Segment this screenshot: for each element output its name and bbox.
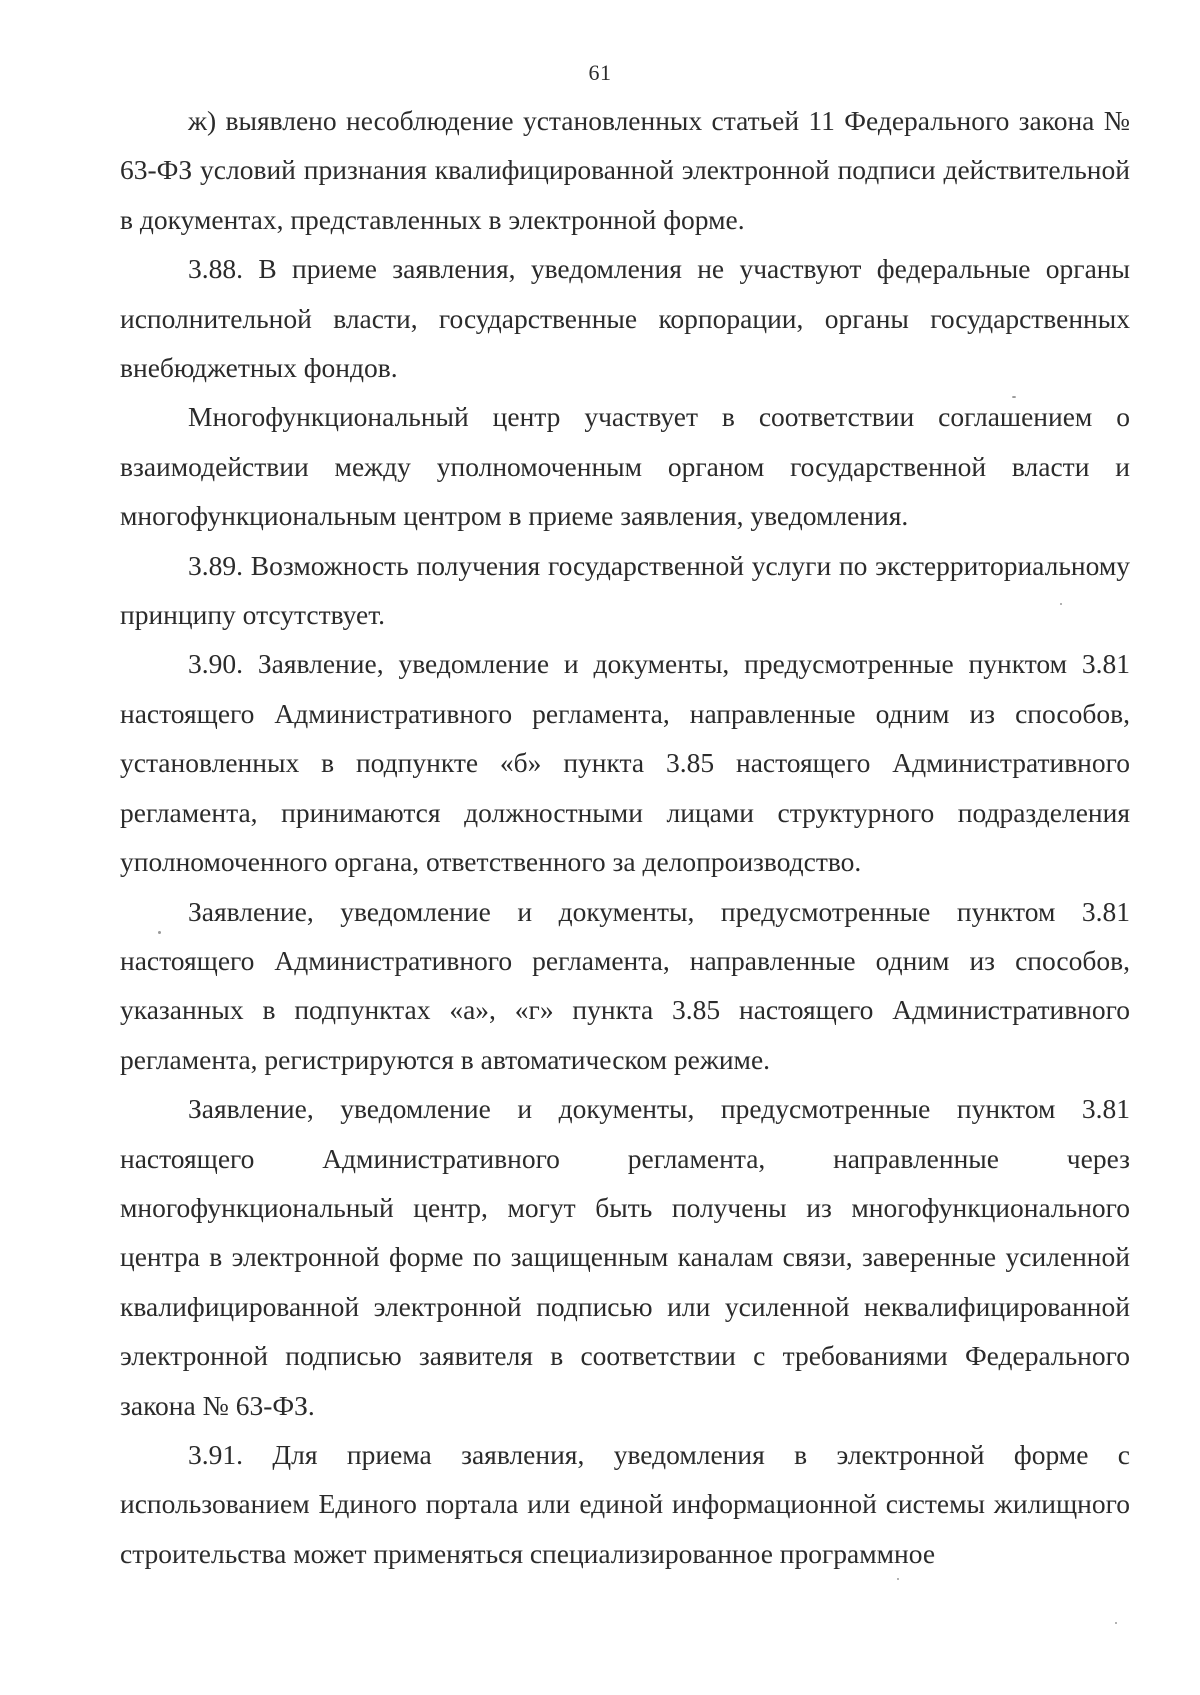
paragraph-mfc-electronic: Заявление, уведомление и документы, предусмотренные пунктом 3.81 настоящего Административного регламента, направленные через многофункциональный центр, могут быть получены из многофункционального центра в электронной форме по защищенным каналам связи, заверенные усиленной квалифицированной электронной подписью или усиленной неквалифицированной электронной подписью заявителя в соответствии с требованиями Федерального закона № 63-ФЗ. [120,1093,1130,1421]
paragraph-mfc-participation: Многофункциональный центр участвует в соответствии соглашением о взаимодействии между уполномоченным органом государственной власти и многофункциональным центром в приеме заявления, уведомления. [120,401,1130,532]
scan-speck [897,1578,899,1580]
document-body [120,96,1130,1578]
paragraph-3-90: 3.90. Заявление, уведомление и документы, предусмотренные пунктом 3.81 настоящего Административного регламента, направленные одним из способов, установленных в подпункте «б» пункта 3.85 настоящего Административного регламента, принимаются должностными лицами структурного подразделения уполномоченного органа, ответственного за делопроизводство. [120,648,1130,878]
scan-speck [1012,396,1016,398]
paragraph-3-89: 3.89. Возможность получения государственной услуги по экстерриториальному принципу отсутствует. [120,549,1130,631]
scan-speck [1060,603,1062,605]
scan-speck [158,931,161,934]
paragraph-3-88: 3.88. В приеме заявления, уведомления не участвуют федеральные органы исполнительной власти, государственные корпорации, органы государственных внебюджетных фондов. [120,253,1130,384]
paragraph-auto-registration: Заявление, уведомление и документы, предусмотренные пунктом 3.81 настоящего Административного регламента, направленные одним из способов, указанных в подпунктах «а», «г» пункта 3.85 настоящего Административного регламента, регистрируются в автоматическом режиме. [120,895,1130,1075]
scan-speck [1115,1622,1117,1624]
page-number: 61 [588,60,612,85]
paragraph-item-zh: ж) выявлено несоблюдение установленных статьей 11 Федерального закона № 63-ФЗ условий признания квалифицированной электронной подписи действительной в документах, представленных в электронной форме. [120,105,1130,235]
paragraph-3-91: 3.91. Для приема заявления, уведомления в электронной форме с использованием Единого портала или единой информационной системы жилищного строительства может применяться специализированное программное [120,1438,1130,1569]
